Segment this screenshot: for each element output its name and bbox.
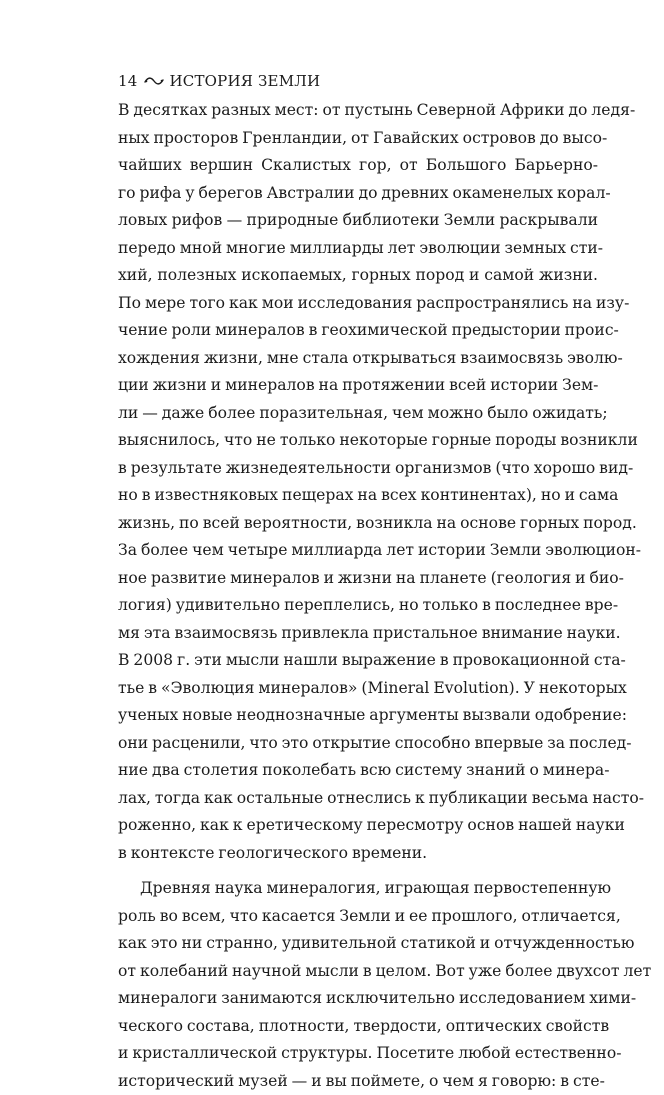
text-line: В 2008 г. эти мысли нашли выражение в провокационной ста- [118, 647, 598, 675]
body-text [118, 97, 598, 1095]
text-line: го рифа у берегов Австралии до древних окаменелых корал- [118, 180, 598, 208]
text-line: ученых новые неоднозначные аргументы вызвали одобрение: [118, 702, 598, 730]
text-line: чайших вершин Скалистых гор, от Большого Барьерно- [118, 152, 598, 180]
text-line: передо мной многие миллиарды лет эволюции земных сти- [118, 235, 598, 263]
text-line: но в известняковых пещерах на всех континентах), но и сама [118, 482, 598, 510]
text-line: от колебаний научной мысли в целом. Вот уже более двухсот лет [118, 958, 598, 986]
text-line: в результате жизнедеятельности организмов (что хорошо вид- [118, 455, 598, 483]
text-line: По мере того как мои исследования распространялись на изу- [118, 290, 598, 318]
text-line: тье в «Эволюция минералов» (Mineral Evolution). У некоторых [118, 675, 598, 703]
text-line: они расценили, что это открытие способно впервые за послед- [118, 730, 598, 758]
text-line: В десятках разных мест: от пустынь Северной Африки до ледя- [118, 97, 598, 125]
text-line: хий, полезных ископаемых, горных пород и самой жизни. [118, 262, 598, 290]
running-head [118, 70, 320, 92]
flourish-icon [144, 76, 164, 86]
text-line: мя эта взаимосвязь привлекла пристальное внимание науки. [118, 620, 598, 648]
text-line: ческого состава, плотности, твердости, оптических свойств [118, 1013, 598, 1041]
text-line: минералоги занимаются исключительно исследованием хими- [118, 985, 598, 1013]
text-line: ных просторов Гренландии, от Гавайских островов до высо- [118, 125, 598, 153]
running-head-title: ИСТОРИЯ ЗЕМЛИ [170, 72, 321, 90]
paragraph-2 [118, 875, 598, 1095]
text-line: роль во всем, что касается Земли и ее прошлого, отличается, [118, 903, 598, 931]
paragraph-spacer [118, 867, 598, 875]
text-line: ние два столетия поколебать всю систему знаний о минера- [118, 757, 598, 785]
text-line: ции жизни и минералов на протяжении всей истории Зем- [118, 372, 598, 400]
text-line: жизнь, по всей вероятности, возникла на основе горных пород. [118, 510, 598, 538]
text-line: чение роли минералов в геохимической предыстории проис- [118, 317, 598, 345]
text-line: и кристаллической структуры. Посетите любой естественно- [118, 1040, 598, 1068]
text-line: хождения жизни, мне стала открываться взаимосвязь эволю- [118, 345, 598, 373]
text-line: как это ни странно, удивительной статикой и отчужденностью [118, 930, 598, 958]
text-line: в контексте геологического времени. [118, 840, 598, 868]
text-line: логия) удивительно переплелись, но только в последнее вре- [118, 592, 598, 620]
text-line: ли — даже более поразительная, чем можно было ожидать; [118, 400, 598, 428]
text-line: лах, тогда как остальные отнеслись к публикации весьма насто- [118, 785, 598, 813]
text-line: выяснилось, что не только некоторые горные породы возникли [118, 427, 598, 455]
text-line: ное развитие минералов и жизни на планете (геология и био- [118, 565, 598, 593]
text-line: ловых рифов — природные библиотеки Земли раскрывали [118, 207, 598, 235]
text-line: За более чем четыре миллиарда лет истории Земли эволюцион- [118, 537, 598, 565]
text-line: Древняя наука минералогия, играющая первостепенную [118, 875, 598, 903]
paragraph-1 [118, 97, 598, 867]
text-line: роженно, как к еретическому пересмотру основ нашей науки [118, 812, 598, 840]
text-line: исторический музей — и вы поймете, о чем я говорю: в сте- [118, 1068, 598, 1095]
page-number: 14 [118, 72, 138, 90]
